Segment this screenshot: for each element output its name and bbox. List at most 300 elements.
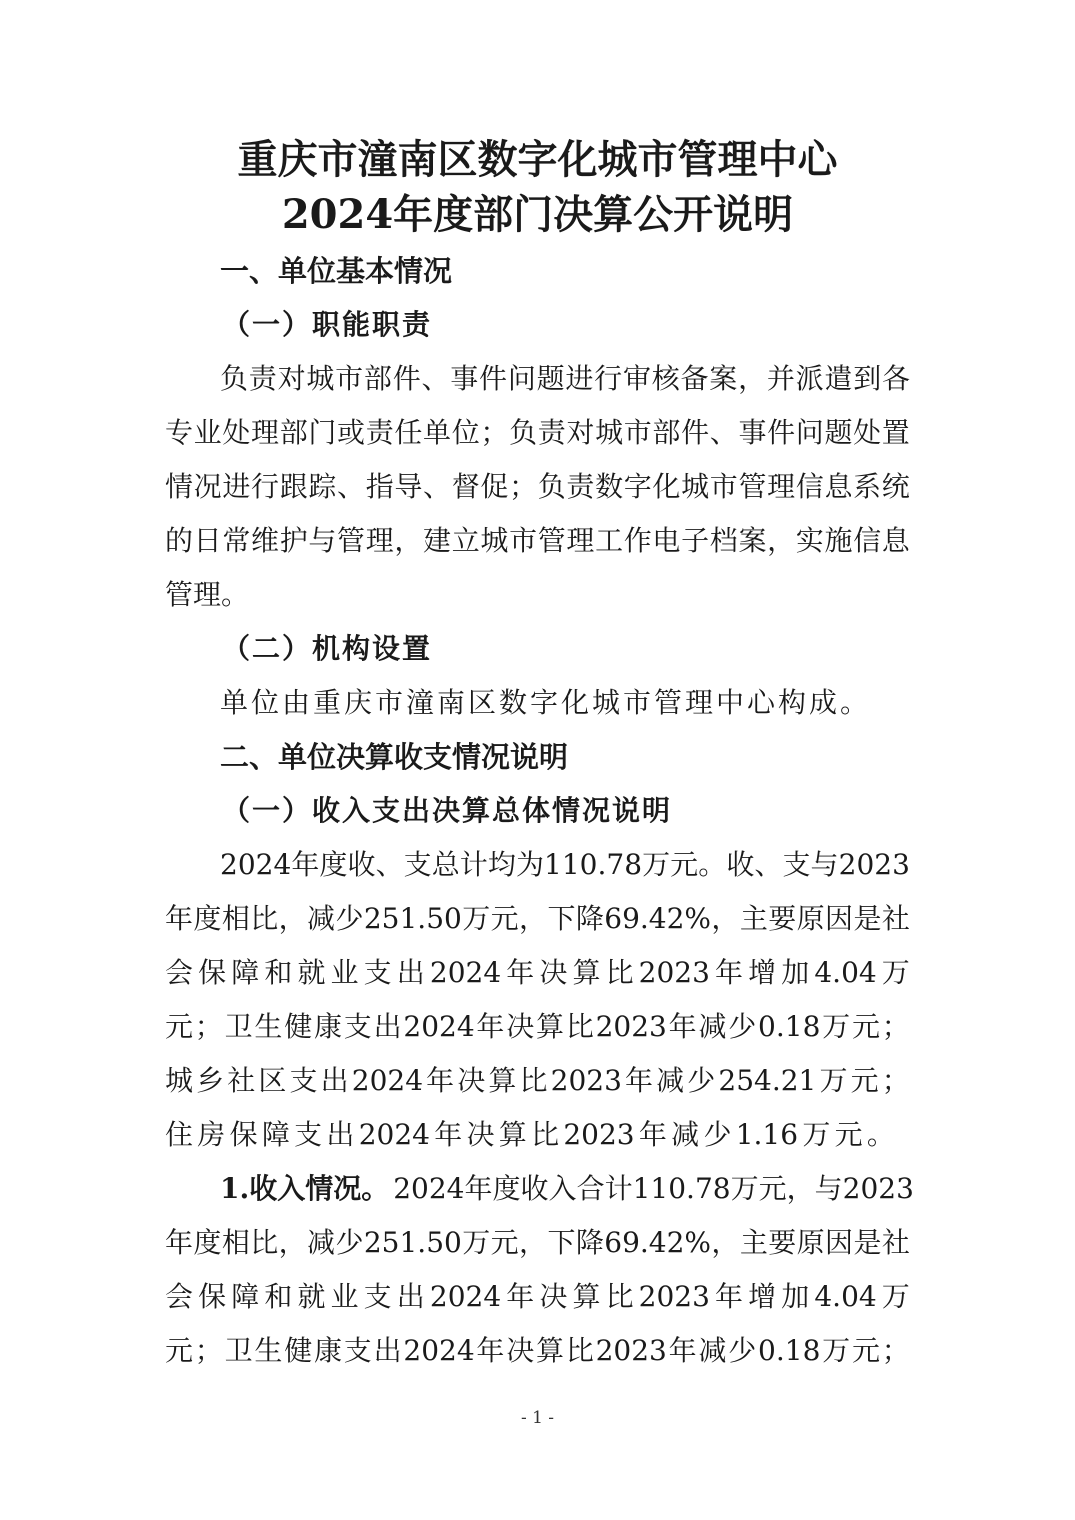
text-token: 市: [709, 470, 738, 503]
text-token: 相: [221, 902, 250, 935]
text-token: 和: [264, 956, 293, 989]
text-token: 少: [335, 1226, 364, 1259]
text-token: 是: [853, 902, 882, 935]
text-token: 支: [363, 956, 392, 989]
text-token: 是: [853, 1226, 882, 1259]
text-token: 万: [730, 1172, 759, 1205]
paragraph-line: [165, 1280, 910, 1313]
text-token: 主: [739, 1226, 768, 1259]
text-token: 支: [403, 848, 432, 881]
text-token: 决: [466, 1118, 495, 1151]
text-token: 房: [197, 1118, 226, 1151]
text-token: 支: [363, 1280, 392, 1313]
text-token: 进: [222, 470, 251, 503]
text-token: 比: [565, 1334, 594, 1367]
text-token: 负: [220, 362, 249, 395]
text-token: ，: [519, 1226, 548, 1259]
text-token: 比: [250, 1226, 279, 1259]
text-token: 责: [365, 416, 394, 449]
text-token: 责: [566, 470, 595, 503]
text-token: 日: [193, 524, 222, 557]
text-token: 少: [687, 1064, 716, 1097]
text-token: 部: [363, 362, 392, 395]
text-token: 住: [165, 1118, 194, 1151]
text-token: 比: [519, 1064, 548, 1097]
text-token: 导: [394, 470, 423, 503]
subsection-heading-organization: （二）机构设置: [222, 632, 433, 665]
text-token: 年: [668, 1010, 697, 1043]
text-token: 降: [575, 1226, 604, 1259]
text-token: 管: [537, 524, 566, 557]
text-token: 建: [423, 524, 452, 557]
text-token: 算: [498, 1118, 527, 1151]
text-token: 问: [795, 416, 824, 449]
text-token: 电: [652, 524, 681, 557]
text-token: 合: [576, 1172, 605, 1205]
text-token: 、: [709, 416, 738, 449]
text-token: 万: [642, 848, 671, 881]
income-line-text: [389, 1172, 914, 1205]
text-token: 社: [227, 1064, 256, 1097]
text-token: 督: [451, 470, 480, 503]
text-token: 市: [623, 416, 652, 449]
text-token: 负: [509, 416, 538, 449]
text-token: 问: [507, 362, 536, 395]
text-token: 入: [548, 1172, 577, 1205]
text-token: 少: [703, 1118, 732, 1151]
text-token: 审: [622, 362, 651, 395]
text-token: 年: [426, 1064, 455, 1097]
text-token: 护: [279, 524, 308, 557]
text-token: ，: [738, 362, 767, 395]
text-token: 2024: [220, 848, 292, 881]
text-token: ；: [881, 1064, 910, 1097]
text-token: 案: [738, 524, 767, 557]
text-token: 常: [222, 524, 251, 557]
text-token: 件: [767, 416, 796, 449]
text-token: ，: [711, 1226, 740, 1259]
text-token: 实: [795, 524, 824, 557]
text-token: 2023: [550, 1064, 622, 1097]
text-token: 、: [337, 470, 366, 503]
text-token: 并: [766, 362, 795, 395]
text-token: 门: [308, 416, 337, 449]
text-token: 主: [739, 902, 768, 935]
text-token: 少: [728, 1010, 757, 1043]
text-token: 位: [451, 416, 480, 449]
text-token: 单: [423, 416, 452, 449]
text-token: 年: [291, 848, 320, 881]
text-token: 年: [638, 1118, 667, 1151]
text-token: 相: [221, 1226, 250, 1259]
text-token: 。: [698, 848, 727, 881]
text-token: 算: [488, 1064, 517, 1097]
text-token: 业: [330, 956, 359, 989]
text-token: 因: [825, 902, 854, 935]
text-token: 支: [289, 1064, 318, 1097]
text-token: 支: [343, 1010, 372, 1043]
text-token: 减: [307, 902, 336, 935]
text-token: 2023: [842, 1172, 914, 1205]
text-token: ；: [881, 1334, 910, 1367]
text-token: 年: [668, 1334, 697, 1367]
text-token: 均: [487, 848, 516, 881]
paragraph-line: [165, 1010, 910, 1043]
paragraph-line: [220, 362, 910, 395]
text-token: 康: [313, 1010, 342, 1043]
text-token: 立: [451, 524, 480, 557]
text-token: 元: [670, 848, 699, 881]
text-token: 支: [294, 1118, 323, 1151]
text-token: 城: [681, 470, 710, 503]
text-token: 下: [547, 902, 576, 935]
text-token: 2023: [563, 1118, 635, 1151]
text-token: 2024: [403, 1010, 475, 1043]
text-token: 卫: [224, 1010, 253, 1043]
text-token: 任: [394, 416, 423, 449]
text-token: 城: [306, 362, 335, 395]
text-token: 收: [726, 848, 755, 881]
text-token: 部: [279, 416, 308, 449]
text-token: 比: [565, 1010, 594, 1043]
text-token: 比: [531, 1118, 560, 1151]
text-token: 万: [819, 1064, 848, 1097]
text-token: 障: [231, 956, 260, 989]
text-token: ，: [767, 524, 796, 557]
text-token: 出: [320, 1064, 349, 1097]
text-token: 2023: [595, 1010, 667, 1043]
text-token: 元: [851, 1010, 880, 1043]
text-token: 处: [853, 416, 882, 449]
subsection-heading-overall: （一）收入支出决算总体情况说明: [222, 794, 673, 827]
text-token: 年: [476, 1010, 505, 1043]
text-token: 况: [193, 470, 222, 503]
text-token: 要: [768, 902, 797, 935]
text-token: 会: [165, 1280, 194, 1313]
text-token: 收: [347, 848, 376, 881]
income-label: 1.收入情况。: [220, 1172, 390, 1205]
text-token: 2023: [638, 956, 710, 989]
paragraph-line-income: [220, 1172, 914, 1205]
text-token: ；: [194, 1010, 223, 1043]
text-token: 110.78: [544, 848, 643, 881]
text-token: 遣: [824, 362, 853, 395]
text-token: 核: [651, 362, 680, 395]
text-token: 出: [396, 1280, 425, 1313]
text-token: 原: [796, 902, 825, 935]
text-token: 2024: [403, 1334, 475, 1367]
text-token: 档: [709, 524, 738, 557]
text-token: 理: [251, 416, 280, 449]
text-token: 决: [539, 956, 568, 989]
text-token: 少: [335, 902, 364, 935]
text-token: 2024: [393, 1172, 465, 1205]
text-token: 管: [738, 470, 767, 503]
text-token: 题: [536, 362, 565, 395]
text-token: 会: [165, 956, 194, 989]
text-token: 与: [814, 1172, 843, 1205]
text-token: 比: [605, 1280, 634, 1313]
text-token: ；: [480, 416, 509, 449]
paragraph-line: 管理。: [165, 578, 250, 611]
text-token: 为: [515, 848, 544, 881]
text-token: 子: [681, 524, 710, 557]
text-token: 万: [462, 1226, 491, 1259]
text-token: 度: [193, 1226, 222, 1259]
text-token: 障: [261, 1118, 290, 1151]
text-token: 元: [490, 902, 519, 935]
text-token: 减: [698, 1010, 727, 1043]
text-token: 年: [476, 1334, 505, 1367]
text-token: 、: [423, 470, 452, 503]
text-token: 信: [795, 470, 824, 503]
text-token: ，: [711, 902, 740, 935]
text-token: 算: [536, 1010, 565, 1043]
text-token: 管: [337, 524, 366, 557]
text-token: 决: [539, 1280, 568, 1313]
text-token: 年: [625, 1064, 654, 1097]
text-token: 69.42%: [604, 1226, 712, 1259]
text-token: 元: [851, 1334, 880, 1367]
text-token: 题: [824, 416, 853, 449]
text-token: 度: [492, 1172, 521, 1205]
text-token: 备: [680, 362, 709, 395]
text-token: 各: [881, 362, 910, 395]
text-token: 计: [604, 1172, 633, 1205]
text-token: 息: [824, 470, 853, 503]
text-token: 施: [824, 524, 853, 557]
text-token: 元: [834, 1118, 863, 1151]
text-token: 指: [365, 470, 394, 503]
text-token: 城: [165, 1064, 194, 1097]
text-token: 字: [623, 470, 652, 503]
text-token: 责: [537, 416, 566, 449]
text-token: 减: [698, 1334, 727, 1367]
text-token: 元: [165, 1334, 194, 1367]
paragraph-line: [165, 1118, 895, 1151]
paragraph-line: [165, 416, 910, 449]
text-token: 1.16: [735, 1118, 799, 1151]
text-token: 增: [748, 1280, 777, 1313]
text-token: 加: [781, 956, 810, 989]
text-token: 降: [575, 902, 604, 935]
text-token: 保: [198, 956, 227, 989]
text-token: 0.18: [758, 1010, 821, 1043]
text-token: 2024: [351, 1064, 424, 1097]
text-token: 件: [479, 362, 508, 395]
text-token: 元: [165, 1010, 194, 1043]
text-token: 2023: [638, 1280, 710, 1313]
text-token: 对: [277, 362, 306, 395]
text-token: 件: [681, 416, 710, 449]
text-token: 减: [671, 1118, 700, 1151]
text-token: 2023: [838, 848, 910, 881]
text-token: ；: [194, 1334, 223, 1367]
text-token: 负: [537, 470, 566, 503]
text-token: 万: [802, 1118, 831, 1151]
text-token: 责: [248, 362, 277, 395]
section-heading-basic-info: 一、单位基本情况: [220, 254, 453, 288]
text-token: 2023: [595, 1334, 667, 1367]
text-token: 进: [565, 362, 594, 395]
text-token: 或: [337, 416, 366, 449]
text-token: 健: [284, 1334, 313, 1367]
text-token: 4.04: [814, 956, 877, 989]
paragraph-line: [165, 956, 910, 989]
text-token: 信: [853, 524, 882, 557]
page-number: - 1 -: [520, 1408, 555, 1428]
text-token: 110.78: [632, 1172, 731, 1205]
text-token: 因: [825, 1226, 854, 1259]
text-token: 行: [251, 470, 280, 503]
text-token: 与: [308, 524, 337, 557]
text-token: 万: [881, 956, 910, 989]
text-token: 业: [193, 416, 222, 449]
text-token: 元: [490, 1226, 519, 1259]
text-token: 度: [193, 902, 222, 935]
text-token: 总: [431, 848, 460, 881]
text-token: 算: [572, 1280, 601, 1313]
text-token: 比: [250, 902, 279, 935]
text-token: 卫: [224, 1334, 253, 1367]
text-token: 城: [480, 524, 509, 557]
text-token: 万: [462, 902, 491, 935]
text-token: 生: [254, 1334, 283, 1367]
text-token: 增: [748, 956, 777, 989]
text-token: 理: [365, 524, 394, 557]
paragraph-line: [165, 470, 910, 503]
text-token: 生: [254, 1010, 283, 1043]
text-token: 减: [656, 1064, 685, 1097]
text-token: 工: [595, 524, 624, 557]
text-token: 。: [866, 1118, 895, 1151]
text-token: 度: [319, 848, 348, 881]
text-token: 年: [506, 1280, 535, 1313]
text-token: 作: [623, 524, 652, 557]
text-token: 统: [881, 470, 910, 503]
text-token: 系: [853, 470, 882, 503]
text-token: 元: [850, 1064, 879, 1097]
text-token: 要: [768, 1226, 797, 1259]
text-token: 乡: [196, 1064, 225, 1097]
text-token: ；: [881, 1010, 910, 1043]
text-token: 出: [396, 956, 425, 989]
text-token: 部: [652, 416, 681, 449]
text-token: 69.42%: [604, 902, 712, 935]
text-token: 踪: [308, 470, 337, 503]
text-token: 年: [715, 1280, 744, 1313]
text-token: ，: [786, 1172, 815, 1205]
paragraph-line: [165, 1334, 910, 1367]
text-token: 、: [375, 848, 404, 881]
text-token: 与: [810, 848, 839, 881]
text-token: 城: [595, 416, 624, 449]
text-token: 维: [251, 524, 280, 557]
text-token: 区: [258, 1064, 287, 1097]
text-token: ；: [509, 470, 538, 503]
text-token: 派: [795, 362, 824, 395]
text-token: 支: [343, 1334, 372, 1367]
text-token: 下: [547, 1226, 576, 1259]
text-token: ，: [278, 1226, 307, 1259]
document-title-line-1: 重庆市潼南区数字化城市管理中心: [237, 136, 838, 183]
text-token: 少: [728, 1334, 757, 1367]
text-token: 处: [222, 416, 251, 449]
text-token: 康: [313, 1334, 342, 1367]
text-token: 决: [506, 1334, 535, 1367]
text-token: 254.21: [718, 1064, 817, 1097]
text-token: 年: [165, 1226, 194, 1259]
text-token: 息: [881, 524, 910, 557]
text-token: 事: [738, 416, 767, 449]
text-token: 跟: [279, 470, 308, 503]
paragraph-line: [165, 902, 910, 935]
text-token: 收: [520, 1172, 549, 1205]
text-token: 出: [326, 1118, 355, 1151]
text-token: 专: [165, 416, 194, 449]
text-token: 决: [457, 1064, 486, 1097]
text-token: 出: [373, 1010, 402, 1043]
paragraph-line: 单位由重庆市潼南区数字化城市管理中心构成。: [220, 686, 872, 719]
text-token: 万: [822, 1334, 851, 1367]
text-token: 就: [297, 956, 326, 989]
document-title-line-2: 2024年度部门决算公开说明: [281, 191, 794, 238]
text-token: ，: [278, 902, 307, 935]
text-token: 保: [198, 1280, 227, 1313]
text-token: 4.04: [814, 1280, 877, 1313]
text-token: 2024: [429, 1280, 502, 1313]
text-token: 置: [881, 416, 910, 449]
text-token: 件: [392, 362, 421, 395]
text-token: 就: [297, 1280, 326, 1313]
text-token: 算: [572, 956, 601, 989]
paragraph-line: [165, 1064, 910, 1097]
text-token: 比: [605, 956, 634, 989]
text-token: ，: [394, 524, 423, 557]
text-token: 决: [506, 1010, 535, 1043]
text-token: 加: [781, 1280, 810, 1313]
paragraph-line: [220, 848, 910, 881]
paragraph-line: [165, 524, 910, 557]
text-token: 障: [231, 1280, 260, 1313]
text-token: 业: [330, 1280, 359, 1313]
subsection-heading-duties: （一）职能职责: [222, 308, 433, 341]
text-token: 事: [450, 362, 479, 395]
text-token: 行: [594, 362, 623, 395]
text-token: 健: [284, 1010, 313, 1043]
text-token: 年: [464, 1172, 493, 1205]
text-token: 的: [165, 524, 194, 557]
text-token: 到: [853, 362, 882, 395]
text-token: 0.18: [758, 1334, 821, 1367]
text-token: ，: [519, 902, 548, 935]
text-token: 和: [264, 1280, 293, 1313]
text-token: 保: [229, 1118, 258, 1151]
text-token: 年: [715, 956, 744, 989]
text-token: 251.50: [363, 1226, 462, 1259]
text-token: 理: [767, 470, 796, 503]
text-token: 促: [480, 470, 509, 503]
text-token: 、: [421, 362, 450, 395]
text-token: 化: [652, 470, 681, 503]
text-token: 社: [881, 902, 910, 935]
text-token: 理: [566, 524, 595, 557]
text-token: 对: [566, 416, 595, 449]
text-token: 万: [822, 1010, 851, 1043]
text-token: 计: [459, 848, 488, 881]
text-token: 年: [165, 902, 194, 935]
text-token: 2024: [358, 1118, 430, 1151]
